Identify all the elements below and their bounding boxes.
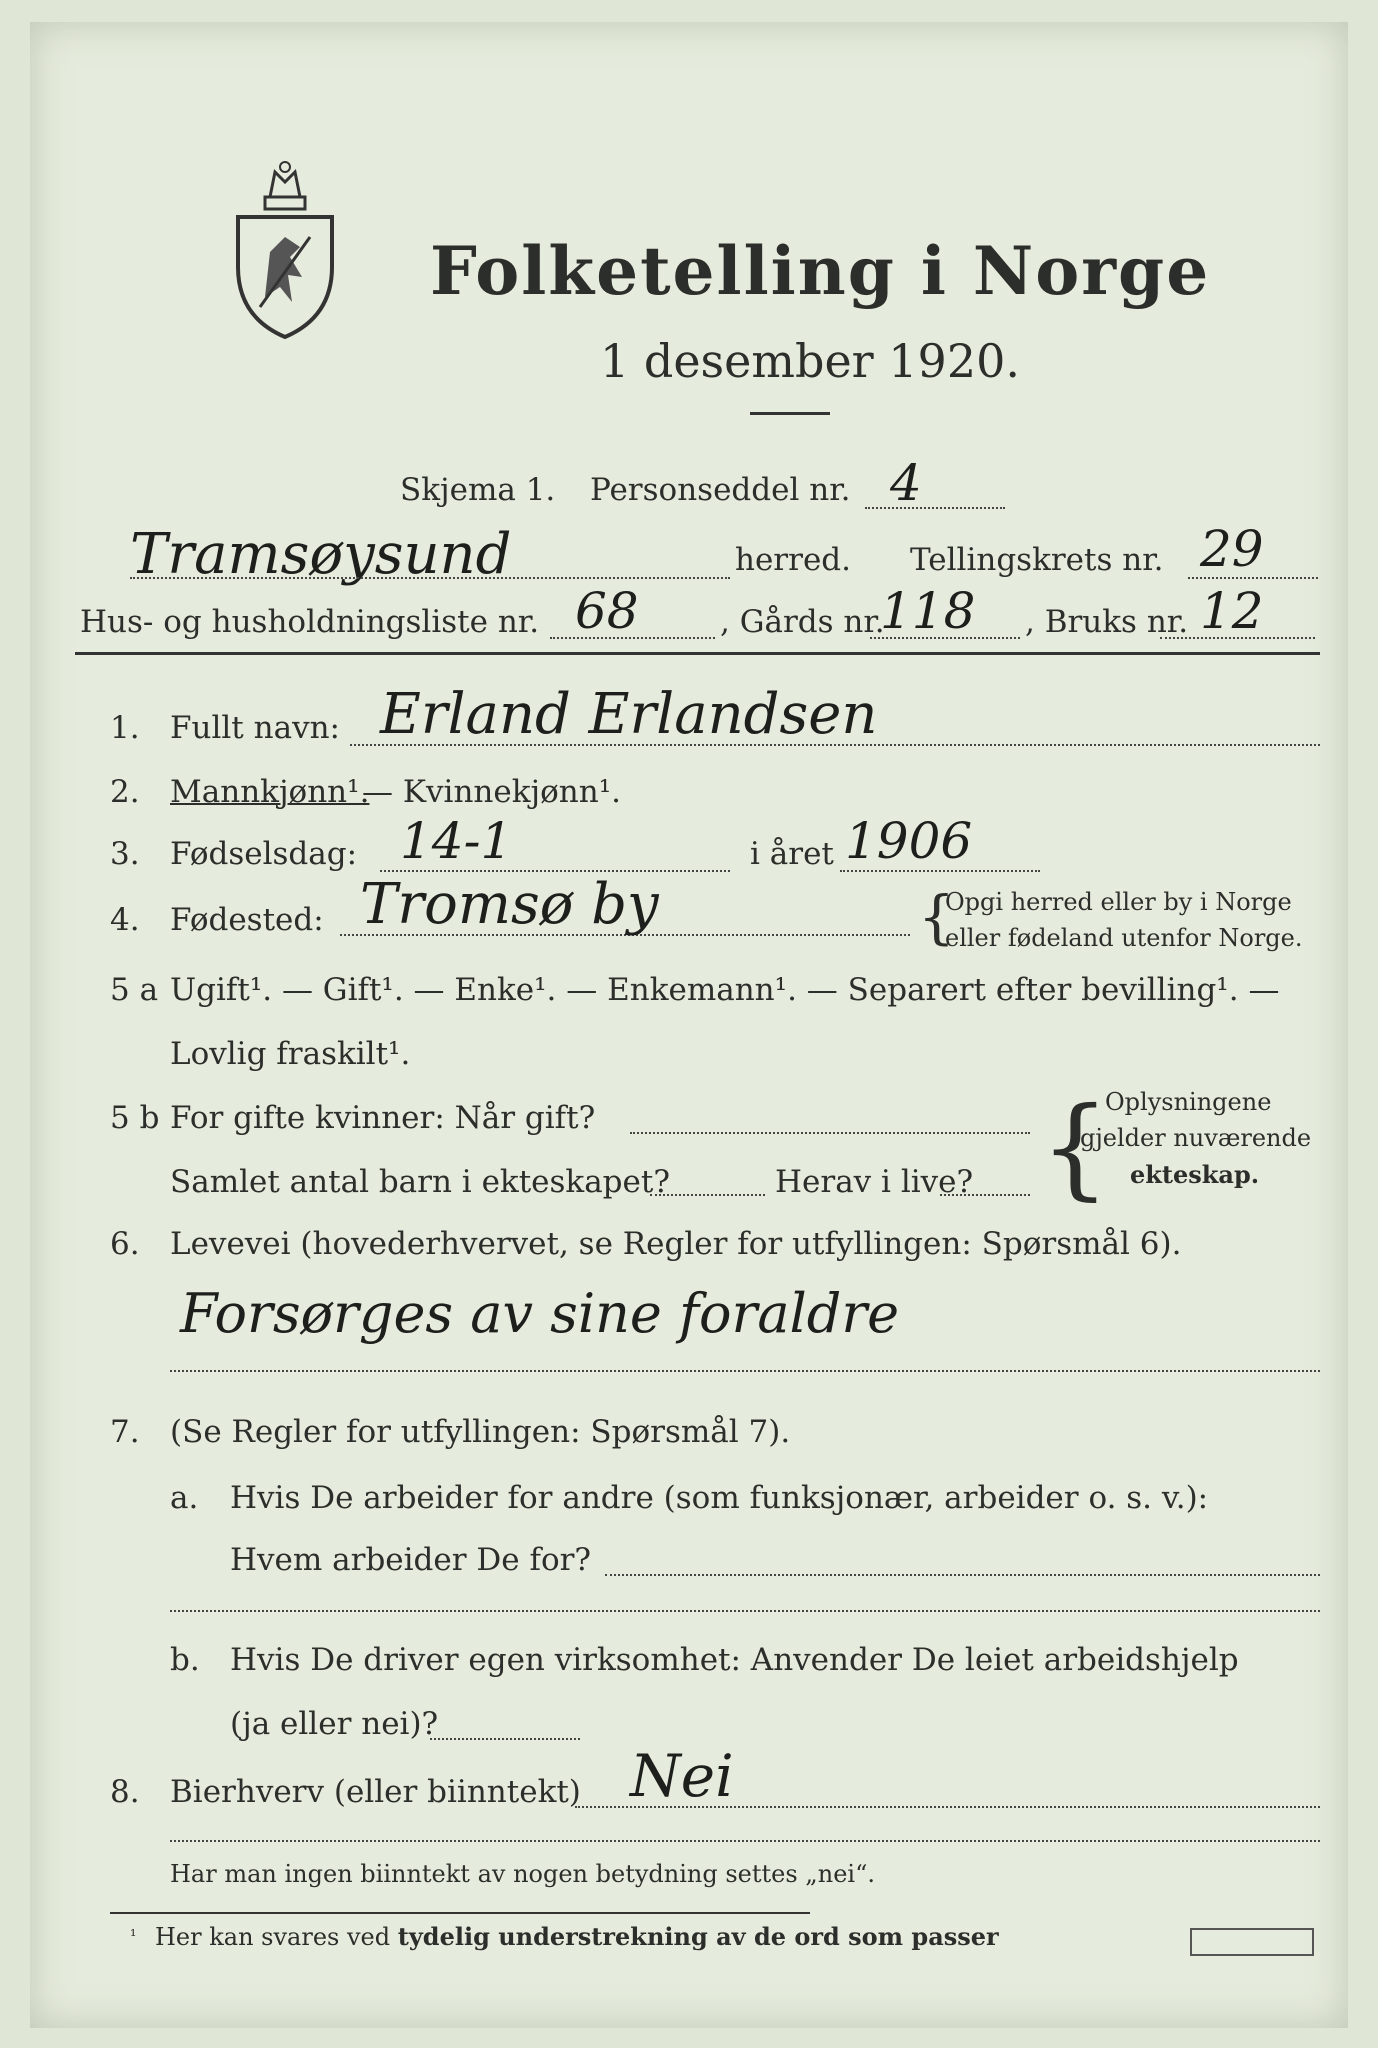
- personseddel-line: [865, 507, 1005, 509]
- title-divider: [750, 412, 830, 415]
- q8-note: Har man ingen biinntekt av nogen betydning settes „nei“.: [170, 1860, 875, 1888]
- q3-label: Fødselsdag:: [170, 836, 358, 872]
- q3-year-value[interactable]: 1906: [845, 812, 973, 870]
- footnote-mark: ¹: [130, 1926, 137, 1945]
- q7b-yesno-line[interactable]: [430, 1738, 580, 1740]
- q6-line: [170, 1370, 1320, 1372]
- q6-label: Levevei (hovederhvervet, se Regler for utfyllingen: Spørsmål 6).: [170, 1226, 1182, 1262]
- q7-number: 7.: [110, 1414, 140, 1450]
- q3-year-line: [840, 870, 1040, 872]
- q7b-label: Hvis De driver egen virksomhet: Anvender De leiet arbeidshjelp: [230, 1642, 1239, 1678]
- skjema-label: Skjema 1.: [400, 472, 556, 508]
- q5b-married-line: [630, 1132, 1030, 1134]
- q7a-number: a.: [170, 1480, 199, 1516]
- q7a-label: Hvis De arbeider for andre (som funksjonær, arbeider o. s. v.):: [230, 1480, 1209, 1516]
- q5b-children-label: Samlet antal barn i ekteskapet?: [170, 1164, 670, 1200]
- q4-brace: {: [918, 883, 955, 951]
- q7-label: (Se Regler for utfyllingen: Spørsmål 7).: [170, 1414, 791, 1450]
- q7a-extra-line: [170, 1610, 1320, 1612]
- q8-value[interactable]: Nei: [630, 1742, 734, 1810]
- gards-label: , Gårds nr.: [720, 604, 885, 640]
- q3-number: 3.: [110, 836, 140, 872]
- q1-number: 1.: [110, 710, 140, 746]
- form-date: 1 desember 1920.: [600, 334, 1020, 388]
- q4-label: Fødested:: [170, 902, 324, 938]
- q5a-options-cont[interactable]: Lovlig fraskilt¹.: [170, 1036, 411, 1072]
- q6-value[interactable]: Forsørges av sine foraldre: [180, 1282, 900, 1345]
- tellingskrets-label: Tellingskrets nr.: [910, 542, 1164, 578]
- footnote-plain: Her kan svares ved: [155, 1923, 391, 1951]
- q5b-children-line: [650, 1194, 765, 1196]
- q7b-yesno-label: (ja eller nei)?: [230, 1706, 439, 1742]
- q8-label: Bierhverv (eller biinntekt): [170, 1774, 581, 1810]
- q3-year-label: i året: [750, 836, 834, 872]
- q7b-number: b.: [170, 1642, 200, 1678]
- q6-number: 6.: [110, 1226, 140, 1262]
- q1-label: Fullt navn:: [170, 710, 340, 746]
- hus-value[interactable]: 68: [575, 582, 639, 640]
- printer-stamp: [1190, 1928, 1314, 1956]
- q8-number: 8.: [110, 1774, 140, 1810]
- q5b-alive-label: Herav i live?: [775, 1164, 974, 1200]
- q5b-note-line1: Oplysningene: [1105, 1088, 1272, 1116]
- footnote-rule: [110, 1912, 810, 1914]
- q4-number: 4.: [110, 902, 140, 938]
- census-form: [30, 22, 1348, 2028]
- q2-number: 2.: [110, 774, 140, 810]
- herred-label: herred.: [735, 542, 851, 578]
- form-title: Folketelling i Norge: [430, 232, 1211, 310]
- bruks-label: , Bruks nr.: [1025, 604, 1189, 640]
- coat-of-arms-icon: [230, 157, 340, 342]
- q5a-number: 5 a: [110, 972, 159, 1008]
- q8-extra-line: [170, 1840, 1320, 1842]
- herred-line: [130, 577, 730, 579]
- q7a-employer-line[interactable]: [605, 1574, 1320, 1576]
- q4-note-line1: Opgi herred eller by i Norge: [945, 888, 1292, 916]
- personseddel-value[interactable]: 4: [890, 454, 922, 512]
- q4-note-line2: eller fødeland utenfor Norge.: [945, 924, 1303, 952]
- q5b-brace: {: [1040, 1083, 1110, 1211]
- q4-value[interactable]: Tromsø by: [360, 872, 659, 937]
- q7a-employer-label: Hvem arbeider De for?: [230, 1542, 592, 1578]
- bruks-value[interactable]: 12: [1200, 582, 1264, 640]
- q3-value[interactable]: 14-1: [400, 812, 513, 870]
- q5b-note-line2: gjelder nuværende: [1080, 1124, 1312, 1152]
- gards-value[interactable]: 118: [880, 582, 976, 640]
- footnote-text: [155, 1922, 999, 1951]
- personseddel-label: Personseddel nr.: [590, 472, 851, 508]
- q1-value[interactable]: Erland Erlandsen: [380, 682, 878, 747]
- hus-label: Hus- og husholdningsliste nr.: [80, 604, 540, 640]
- q5b-number: 5 b: [110, 1100, 160, 1136]
- herred-value[interactable]: Tramsøysund: [130, 522, 512, 587]
- q2-female-option[interactable]: — Kvinnekjønn¹.: [362, 774, 621, 810]
- q5b-married-label: For gifte kvinner: Når gift?: [170, 1100, 596, 1136]
- tellingskrets-value[interactable]: 29: [1200, 520, 1264, 578]
- q2-male-option[interactable]: Mannkjønn¹.: [170, 774, 370, 810]
- q5b-note-line3: ekteskap.: [1130, 1160, 1260, 1189]
- q5a-options[interactable]: Ugift¹. — Gift¹. — Enke¹. — Enkemann¹. — Separert efter bevilling¹. —: [170, 972, 1280, 1008]
- footnote-bold: tydelig understrekning av de ord som passer: [397, 1922, 999, 1951]
- q5b-alive-line: [940, 1194, 1030, 1196]
- header-rule: [75, 652, 1320, 655]
